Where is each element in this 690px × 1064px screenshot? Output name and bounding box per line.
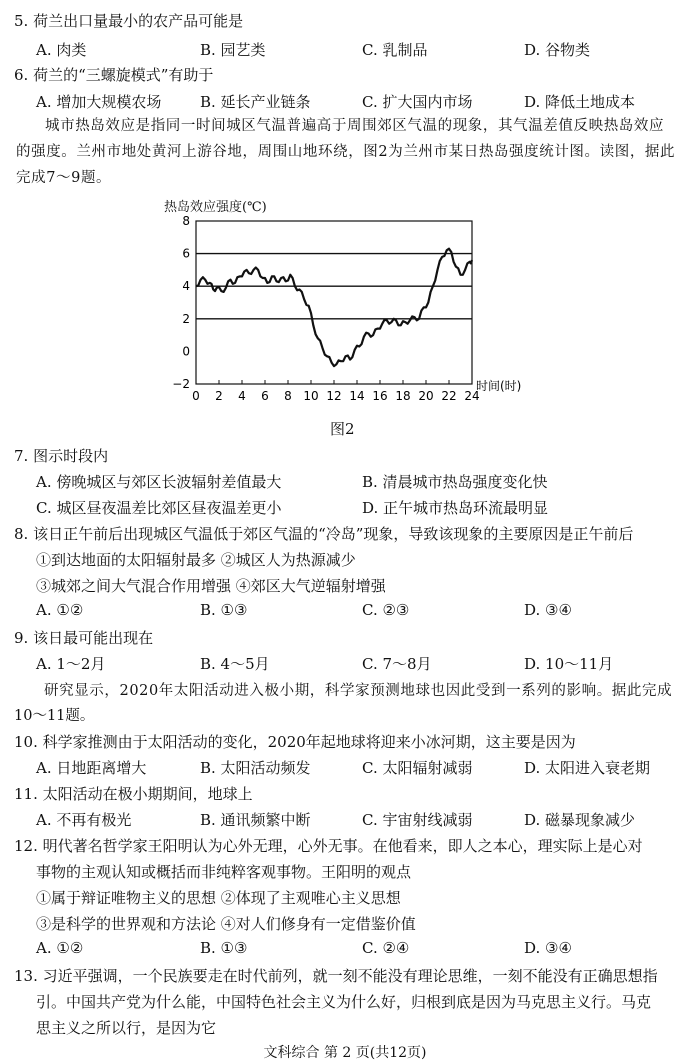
q10-option-b: B. 太阳活动频发 xyxy=(200,759,311,777)
q9-option-a: A. 1～2月 xyxy=(36,655,106,673)
x-tick-label: 22 xyxy=(441,389,457,403)
x-tick-label: 10 xyxy=(303,389,319,403)
q12-option-d: D. ③④ xyxy=(524,939,572,957)
passage-solar-line2: 10～11题。 xyxy=(14,708,95,724)
x-tick-label: 4 xyxy=(238,389,246,403)
y-tick-label: 2 xyxy=(182,311,190,326)
q8-option-a: A. ①② xyxy=(36,601,84,619)
q11-stem: 11. 太阳活动在极小期期间，地球上 xyxy=(14,785,253,803)
q11-option-c: C. 宇宙射线减弱 xyxy=(362,811,473,829)
q6-stem: 6. 荷兰的“三螺旋模式”有助于 xyxy=(14,66,214,84)
q12-stem-line2: 事物的主观认知或概括而非纯粹客观事物。王阳明的观点 xyxy=(36,863,412,881)
q12-statements-1: ①属于辩证唯物主义的思想 ②体现了主观唯心主义思想 xyxy=(36,889,401,907)
x-tick-label: 14 xyxy=(349,389,365,403)
q9-stem: 9. 该日最可能出现在 xyxy=(14,629,154,647)
q5-option-a: A. 肉类 xyxy=(36,41,87,59)
q6-option-b: B. 延长产业链条 xyxy=(200,93,311,111)
q5-option-c: C. 乳制品 xyxy=(362,41,428,59)
x-tick-label: 6 xyxy=(261,389,269,403)
q9-option-d: D. 10～11月 xyxy=(524,655,614,673)
q6-option-d: D. 降低土地成本 xyxy=(524,93,636,111)
q8-option-d: D. ③④ xyxy=(524,601,572,619)
page-footer: 文科综合 第 2 页(共12页) xyxy=(263,1045,427,1061)
q8-option-b: B. ①③ xyxy=(200,601,248,619)
chart-ylabel: 热岛效应强度(℃) xyxy=(164,200,267,215)
q13-stem-line3: 思主义之所以行，是因为它 xyxy=(36,1019,217,1037)
x-tick-label: 12 xyxy=(326,389,342,403)
q11-option-a: A. 不再有极光 xyxy=(36,811,132,829)
q13-stem-line2: 引。中国共产党为什么能，中国特色社会主义为什么好，归根到底是因为马克思主义行。马克 xyxy=(36,993,652,1011)
y-tick-label: 6 xyxy=(182,246,190,261)
q6-option-a: A. 增加大规模农场 xyxy=(36,93,162,111)
passage-solar-line1: 研究显示，2020年太阳活动进入极小期，科学家预测地球也因此受到一系列的影响。据此完成 xyxy=(44,683,673,699)
q12-option-c: C. ②④ xyxy=(362,939,410,957)
q12-statements-2: ③是科学的世界观和方法论 ④对人们修身有一定借鉴价值 xyxy=(36,915,416,933)
x-tick-label: 8 xyxy=(284,389,292,403)
q7-option-d: D. 正午城市热岛环流最明显 xyxy=(362,499,549,517)
y-tick-label: −2 xyxy=(172,377,190,391)
x-tick-label: 16 xyxy=(372,389,388,403)
q10-option-a: A. 日地距离增大 xyxy=(36,759,147,777)
heat-island-chart xyxy=(172,212,536,412)
q9-option-c: C. 7～8月 xyxy=(362,655,432,673)
q12-stem-line1: 12. 明代著名哲学家王阳明认为心外无理，心外无事。在他看来，即人之本心，理实际上是心对 xyxy=(14,837,643,855)
q12-option-a: A. ①② xyxy=(36,939,84,957)
figure-caption: 图2 xyxy=(330,420,355,438)
q10-stem: 10. 科学家推测由于太阳活动的变化，2020年起地球将迎来小冰河期，这主要是因为 xyxy=(14,733,576,751)
x-tick-label: 0 xyxy=(192,389,200,403)
q5-stem: 5. 荷兰出口量最小的农产品可能是 xyxy=(14,12,244,30)
y-tick-label: 0 xyxy=(182,344,190,359)
q7-option-b: B. 清晨城市热岛强度变化快 xyxy=(362,473,548,491)
q11-option-d: D. 磁暴现象减少 xyxy=(524,811,636,829)
x-tick-label: 24 xyxy=(464,389,480,403)
y-tick-label: 4 xyxy=(182,279,190,294)
q9-option-b: B. 4～5月 xyxy=(200,655,270,673)
x-tick-label: 18 xyxy=(395,389,411,403)
q7-option-a: A. 傍晚城区与郊区长波辐射差值最大 xyxy=(36,473,282,491)
q7-option-c: C. 城区昼夜温差比郊区昼夜温差更小 xyxy=(36,499,282,517)
heat-island-series-line xyxy=(196,249,472,366)
q11-option-b: B. 通讯频繁中断 xyxy=(200,811,311,829)
q8-option-c: C. ②③ xyxy=(362,601,410,619)
q10-option-c: C. 太阳辐射减弱 xyxy=(362,759,473,777)
q7-stem: 7. 图示时段内 xyxy=(14,447,109,465)
q13-stem-line1: 13. 习近平强调，一个民族要走在时代前列，就一刻不能没有理论思维，一刻不能没有正确思想指 xyxy=(14,967,658,985)
x-tick-label: 20 xyxy=(418,389,434,403)
chart-xlabel: 时间(时) xyxy=(476,379,522,393)
q6-option-c: C. 扩大国内市场 xyxy=(362,93,473,111)
q5-option-b: B. 园艺类 xyxy=(200,41,266,59)
q10-option-d: D. 太阳进入衰老期 xyxy=(524,759,651,777)
passage-heat-island: 城市热岛效应是指同一时间城区气温普遍高于周围郊区气温的现象，其气温差值反映热岛效应的强度。兰州市地处黄河上游谷地，周围山地环绕，图2为兰州市某日热岛强度统计图。读图，据此完成7～9题。 xyxy=(16,118,676,186)
q8-statements-1: ①到达地面的太阳辐射最多 ②城区人为热源减少 xyxy=(36,551,356,569)
plot-frame xyxy=(196,221,472,384)
q8-statements-2: ③城郊之间大气混合作用增强 ④郊区大气逆辐射增强 xyxy=(36,577,386,595)
x-tick-label: 2 xyxy=(215,389,223,403)
q8-stem: 8. 该日正午前后出现城区气温低于郊区气温的“冷岛”现象，导致该现象的主要原因是正午前后 xyxy=(14,525,634,543)
q5-option-d: D. 谷物类 xyxy=(524,41,591,59)
q12-option-b: B. ①③ xyxy=(200,939,248,957)
y-tick-label: 8 xyxy=(182,214,190,228)
